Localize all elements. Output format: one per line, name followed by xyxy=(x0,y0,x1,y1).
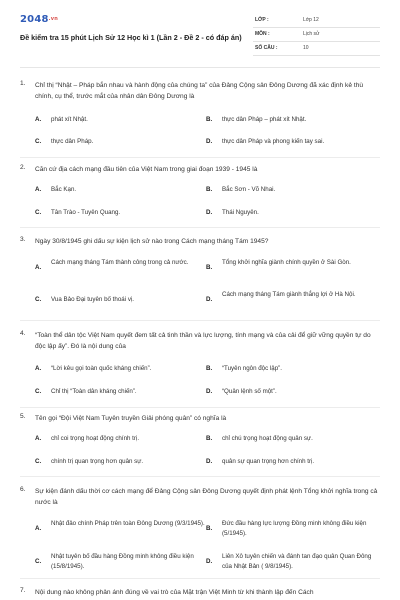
question-text: Căn cứ địa cách mạng đầu tiên của Việt Nam trong giai đoạn 1939 - 1945 là xyxy=(35,166,258,173)
page-title: Đề kiểm tra 15 phút Lịch Sử 12 Học kì 1 (Lần 2 - Đề 2 - có đáp án) xyxy=(20,33,242,42)
option-letter: C. xyxy=(35,558,42,565)
question-separator xyxy=(20,157,380,158)
question-text: Sự kiện đánh dấu thời cơ cách mạng để Đảng Cộng sản Đông Dương quyết định phát lệnh Tổng khởi nghĩa trong cả nước là xyxy=(35,488,378,506)
meta-row-subject xyxy=(253,28,380,42)
meta-label: LỚP : xyxy=(255,17,269,23)
option-text: “Quân lệnh số một”. xyxy=(222,388,277,395)
question-separator xyxy=(20,227,380,228)
option-text: Bắc Kạn. xyxy=(51,186,77,193)
option-letter: A. xyxy=(35,365,42,372)
option-letter: D. xyxy=(206,388,213,395)
meta-label: MÔN : xyxy=(255,31,270,37)
option-text: Chỉ thị “Toàn dân kháng chiến”. xyxy=(51,388,137,395)
option-text: Bắc Sơn - Võ Nhai. xyxy=(222,186,276,193)
option-text: phát xít Nhật. xyxy=(51,116,88,123)
question-number: 2. xyxy=(20,164,26,171)
option-letter: C. xyxy=(35,388,42,395)
option-text: Liên Xô tuyên chiến và đánh tan đạo quân Quan Đông của Nhật Bản ( 9/8/1945). xyxy=(222,553,372,570)
option-letter: D. xyxy=(206,209,213,216)
meta-value: Lịch sử xyxy=(303,31,320,37)
option-text: Nhật tuyên bố đầu hàng Đồng minh không điều kiện (15/8/1945). xyxy=(51,553,194,570)
option-text: “Lời kêu gọi toàn quốc kháng chiến”. xyxy=(51,365,152,372)
header-divider xyxy=(20,67,380,68)
option-text: Đức đầu hàng lực lượng Đồng minh không điều kiện (5/1945). xyxy=(222,520,367,537)
question-text: “Toàn thể dân tộc Việt Nam quyết đem tất cả tinh thần và lực lượng, tính mạng và của cải để giữ vững quyền tự do độc lập ấy”. Đó là nội dung của xyxy=(35,332,371,350)
page-header xyxy=(20,14,380,64)
question-text: Ngày 30/8/1945 ghi dấu sự kiện lịch sử nào trong Cách mạng tháng Tám 1945? xyxy=(35,238,269,245)
meta-value: 10 xyxy=(303,45,309,51)
option-letter: B. xyxy=(206,186,213,193)
option-letter: B. xyxy=(206,116,213,123)
question-separator xyxy=(20,407,380,408)
question-number: 7. xyxy=(20,587,26,594)
option-text: quân sự quan trọng hơn chính trị. xyxy=(222,458,315,465)
option-letter: C. xyxy=(35,138,42,145)
question-number: 1. xyxy=(20,80,26,87)
option-text: thực dân Pháp và phong kiến tay sai. xyxy=(222,138,325,145)
quiz-meta xyxy=(253,14,380,56)
option-text: Tổng khởi nghĩa giành chính quyền ở Sài Gòn. xyxy=(222,259,351,266)
option-text: Cách mạng tháng Tám thành công trong cả nước. xyxy=(51,259,189,266)
option-text: “Tuyên ngôn độc lập”. xyxy=(222,365,282,372)
option-letter: C. xyxy=(35,296,42,303)
option-letter: A. xyxy=(35,186,42,193)
option-text: Cách mạng tháng Tám giành thắng lợi ở Hà Nội. xyxy=(222,291,356,298)
question-text: Chỉ thị “Nhật – Pháp bắn nhau và hành động của chúng ta” của Đảng Cộng sản Đông Dương đã xác định kẻ thù chính, cụ thể, trước mắt của nhân dân Đông Dương là xyxy=(35,82,364,100)
meta-row-class xyxy=(253,14,380,28)
question-separator xyxy=(20,320,380,321)
option-text: chỉ coi trọng hoạt động chính trị. xyxy=(51,435,140,442)
meta-row-count xyxy=(253,42,380,56)
logo-main-text: 2048 xyxy=(20,14,49,25)
option-letter: A. xyxy=(35,116,42,123)
question-text: Nội dung nào không phản ánh đúng về vai trò của Mặt trận Việt Minh từ khi thành lập đến Cách xyxy=(35,589,314,596)
question-number: 6. xyxy=(20,486,26,493)
option-letter: A. xyxy=(35,525,42,532)
option-letter: D. xyxy=(206,138,213,145)
logo-domain-text: .vn xyxy=(48,16,58,22)
option-letter: B. xyxy=(206,365,213,372)
option-letter: C. xyxy=(35,458,42,465)
question-separator xyxy=(20,476,380,477)
option-letter: D. xyxy=(206,296,213,303)
question-number: 3. xyxy=(20,236,26,243)
question-number: 4. xyxy=(20,330,26,337)
option-letter: B. xyxy=(206,264,213,271)
question-number: 5. xyxy=(20,413,26,420)
option-letter: C. xyxy=(35,209,42,216)
option-letter: D. xyxy=(206,558,213,565)
site-logo[interactable] xyxy=(20,14,58,25)
meta-value: Lớp 12 xyxy=(303,17,319,23)
option-text: Thái Nguyên. xyxy=(222,209,259,216)
question-text: Tên gọi “Đội Việt Nam Tuyên truyền Giải phóng quân” có nghĩa là xyxy=(35,415,227,422)
option-text: chỉ chú trọng hoạt động quân sự. xyxy=(222,435,313,442)
option-letter: D. xyxy=(206,458,213,465)
option-text: Tân Trào - Tuyên Quang. xyxy=(51,209,121,216)
option-letter: A. xyxy=(35,264,42,271)
option-text: thực dân Pháp. xyxy=(51,138,94,145)
option-text: Nhật đảo chính Pháp trên toàn Đông Dương (9/3/1945). xyxy=(51,520,205,527)
option-text: chính trị quan trọng hơn quân sự. xyxy=(51,458,144,465)
option-letter: A. xyxy=(35,435,42,442)
option-text: Vua Bảo Đại tuyên bố thoái vị. xyxy=(51,296,135,303)
option-letter: B. xyxy=(206,525,213,532)
option-text: thực dân Pháp – phát xít Nhật. xyxy=(222,116,307,123)
meta-label: SỐ CÂU : xyxy=(255,45,278,51)
question-separator xyxy=(20,578,380,579)
option-letter: B. xyxy=(206,435,213,442)
